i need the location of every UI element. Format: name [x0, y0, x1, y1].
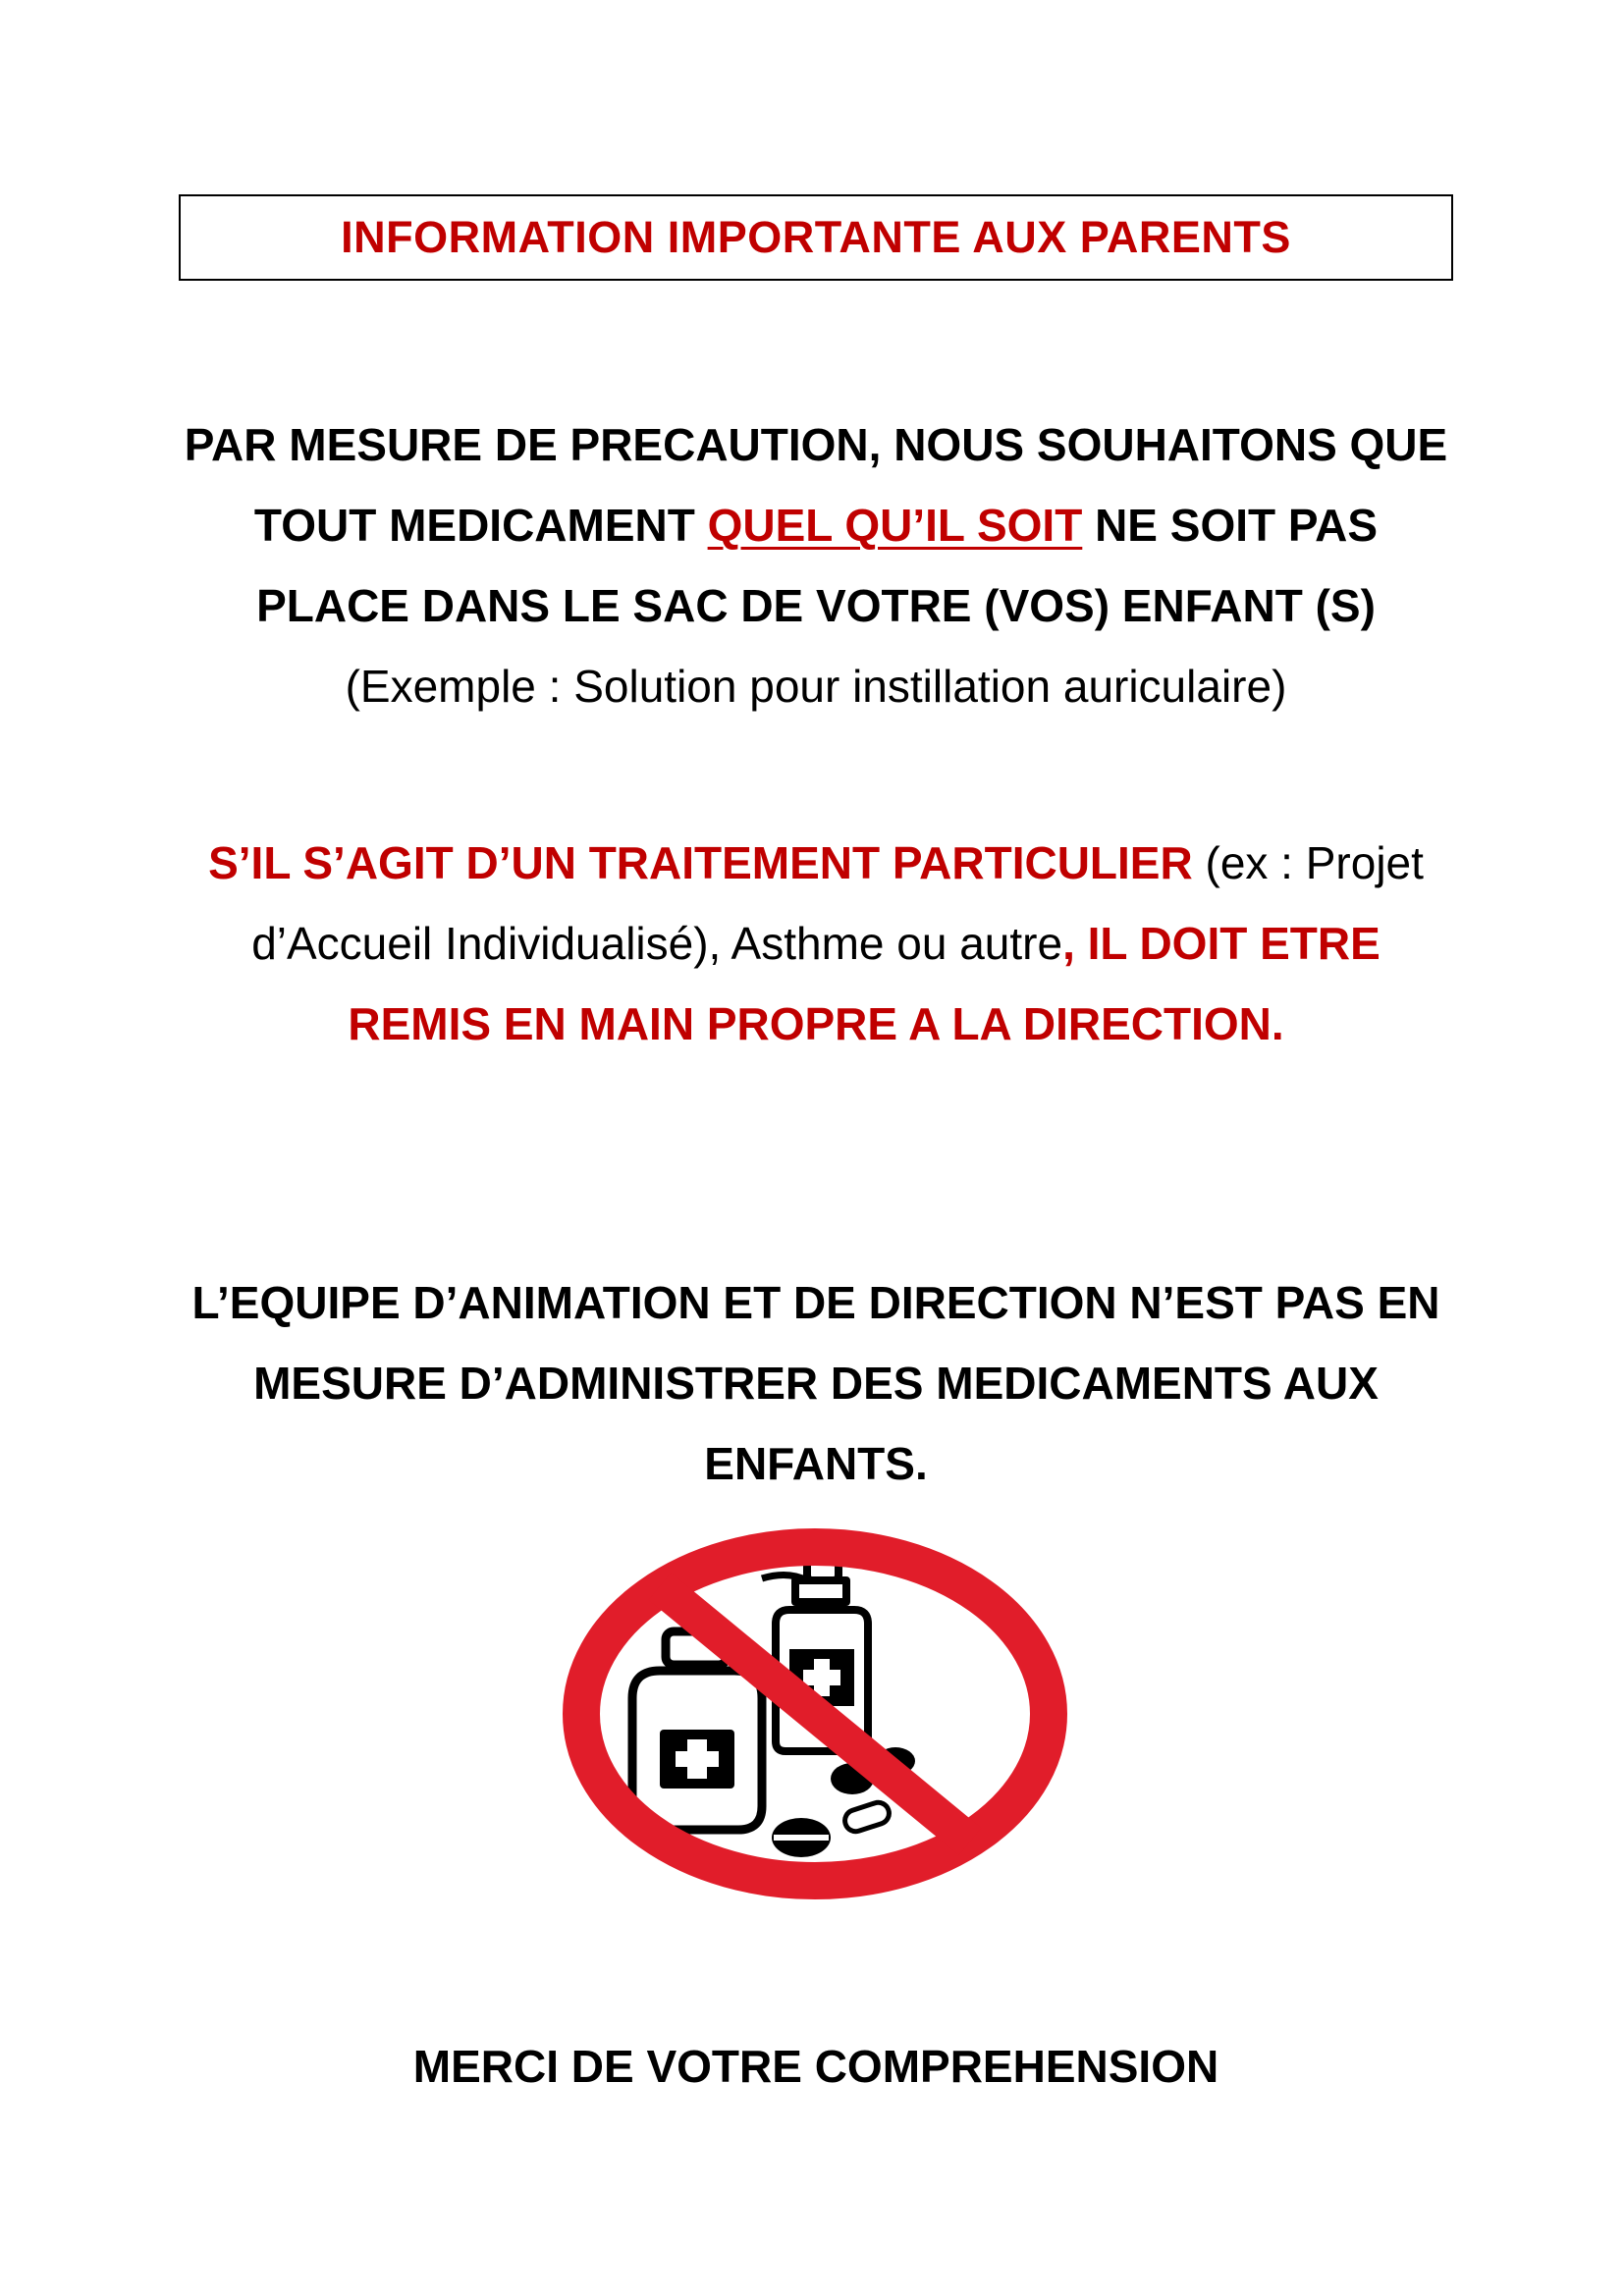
precaution-emphasis: QUEL QU’IL SOIT [707, 500, 1083, 551]
precaution-example: (Exemple : Solution pour instillation auriculaire) [345, 661, 1287, 712]
closing-message: MERCI DE VOTRE COMPREHENSION [412, 2041, 1219, 2092]
page-title: INFORMATION IMPORTANTE AUX PARENTS [341, 212, 1291, 262]
treatment-paragraph [179, 823, 1453, 1064]
precaution-paragraph [179, 404, 1453, 726]
precaution-text-2: NE SOIT PAS PLACE DANS LE SAC DE VOTRE (VOS) ENFANT (S) [256, 500, 1379, 631]
title-box [179, 194, 1453, 281]
no-medication-icon [550, 1523, 1080, 1904]
treatment-middle: (ex : Projet d’Accueil Individualisé), Asthme ou autre [251, 837, 1424, 969]
team-notice-paragraph: L’EQUIPE D’ANIMATION ET DE DIRECTION N’EST PAS EN MESURE D’ADMINISTRER DES MEDICAMENTS AUX ENFANTS. [191, 1277, 1440, 1489]
treatment-lead: S’IL S’AGIT D’UN TRAITEMENT PARTICULIER [208, 837, 1193, 888]
precaution-text-1: PAR MESURE DE PRECAUTION, NOUS SOUHAITONS QUE TOUT MEDICAMENT [184, 419, 1448, 551]
treatment-tail: , IL DOIT ETRE REMIS EN MAIN PROPRE A LA DIRECTION. [348, 918, 1380, 1049]
